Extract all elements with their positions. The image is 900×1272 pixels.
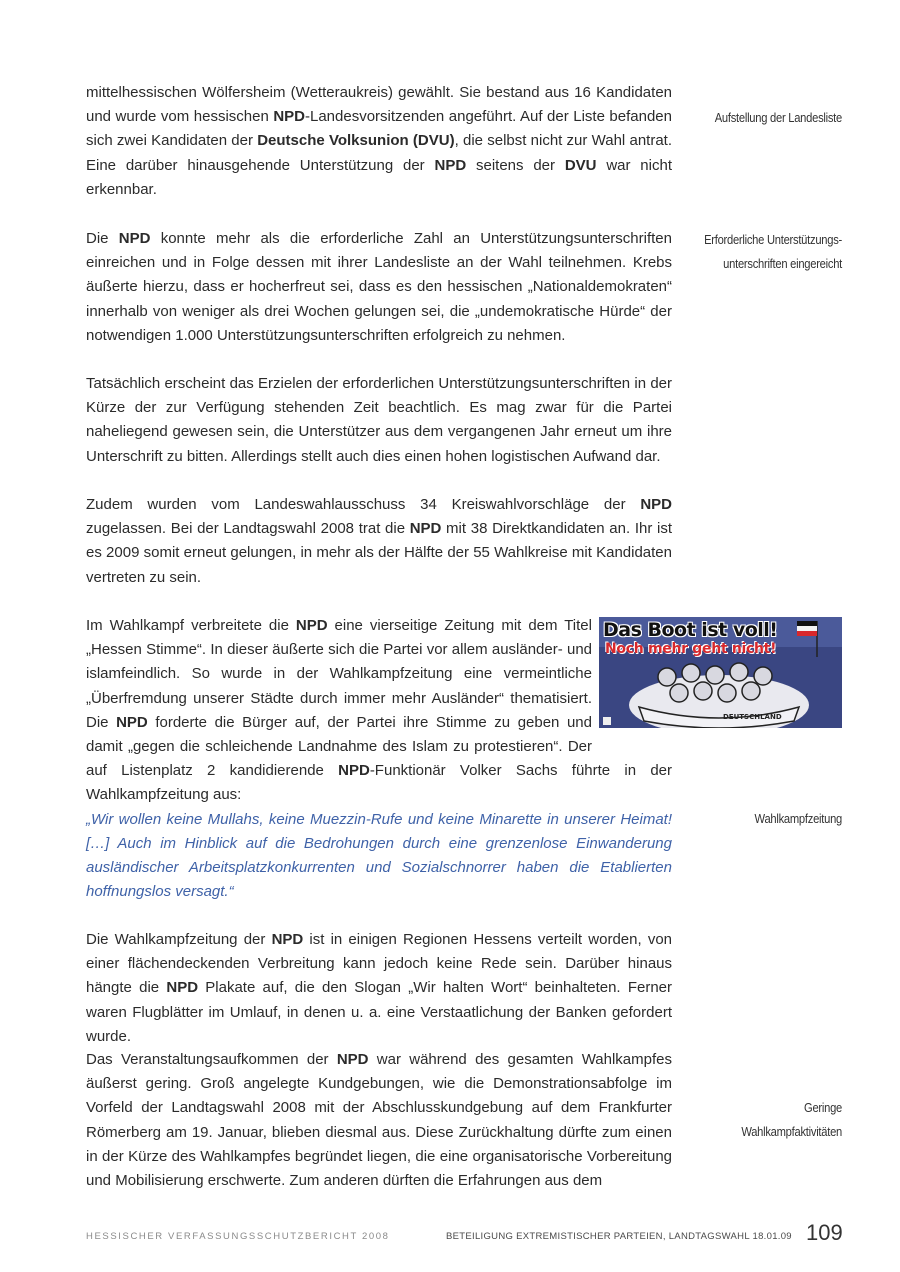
- quote: „Wir wollen keine Mullahs, keine Muezzin-Rufe und keine Minarette in unserer Heimat! […] Auch im Hinblick auf die Bedrohungen durch eine grenzenlose Einwanderung ausländischer Arbeitsplatzkonkurrenten und Sozialschnorrer haben die Etablierten hoffnungslos versagt.“: [86, 810, 672, 901]
- margin-note-wahlkampfzeitung: Wahlkampfzeitung: [754, 811, 842, 826]
- margin-note-wahlkampfaktivitaeten: Geringe Wahlkampfaktivitäten: [741, 1100, 842, 1139]
- paragraph-2: Die NPD konnte mehr als die erforderliche Zahl an Unterstützungsunterschriften einreichen und in Folge dessen mit ihrer Landesliste an der Wahl teilnehmen. Krebs äußerte hierzu, dass er hocherfreut sei, dass es den hessischen „Nationaldemokraten“ innerhalb von weniger als drei Wochen gelungen sei, die „undemokratische Hürde“ der notwendigen 1.000 Unterstützungsunterschriften erfolgreich zu nehmen.: [86, 230, 672, 344]
- page-number: 109: [806, 1220, 843, 1245]
- footer-chapter-title: BETEILIGUNG EXTREMISTISCHER PARTEIEN, LANDTAGSWAHL 18.01.09: [446, 1231, 792, 1242]
- paragraph-1: mittelhessischen Wölfersheim (Wetteraukreis) gewählt. Sie bestand aus 16 Kandidaten und wurde vom hessischen NPD-Landesvorsitzenden angeführt. Auf der Liste befanden sich zwei Kandidaten der Deutsche Volksunion (DVU), die selbst nicht zur Wahl antrat. Eine darüber hinausgehende Unterstützung der NPD seitens der DVU war nicht erkennbar.: [86, 84, 672, 198]
- margin-note-unterschriften: Erforderliche Unterstützungs- unterschriften eingereicht: [704, 232, 842, 271]
- paragraph-7: Das Veranstaltungsaufkommen der NPD war während des gesamten Wahlkampfes äußerst gering. Groß angelegte Kundgebungen, wie die Demonstrationsabfolge im Vorfeld der Landtagswahl 2008 mit der Abschlusskundgebung auf dem Frankfurter Römerberg am 19. Januar, blieben diesmal aus. Diese Zurückhaltung dürfte zum einen in der Kürze des Wahlkampfes begründet liegen, die eine organisatorische Vorbereitung und Mobilisierung erschwerte. Zum anderen dürften die Erfahrungen aus dem: [86, 1051, 672, 1190]
- campaign-poster-image: [599, 617, 842, 728]
- poster-boat-label: DEUTSCHLAND: [723, 713, 782, 721]
- paragraph-3: Tatsächlich erscheint das Erzielen der erforderlichen Unterstützungsunterschriften in der Kürze der zur Verfügung stehenden Zeit beachtlich. Es mag zwar für die Partei naheliegend gewesen sein, die Unterstützer aus dem vergangenen Jahr erneut um ihre Unterschrift zu bitten. Allerdings stellt auch dies einen hohen logistischen Aufwand dar.: [86, 375, 672, 465]
- poster-subheadline: Noch mehr geht nicht!: [605, 641, 777, 657]
- paragraph-5: Im Wahlkampf verbreitete die NPD eine vierseitige Zeitung mit dem Titel „Hessen Stimme“. In dieser äußerte sich die Partei vor allem ausländer- und islamfeindlich. So wurde in der Wahlkampfzeitung eine vermeintliche „Überfremdung unserer Städte durch immer mehr Ausländer“ thematisiert. Die NPD forderte die Bürger auf, der Partei ihre Stimme zu geben und damit „gegen die schleichende Landnahme des Islam zu protestieren“. Der auf Listenplatz 2 kandidierende NPD-Funktionär Volker Sachs führte in der Wahlkampfzeitung aus: „Wir wollen keine Mullahs, keine Muezzin-Rufe und keine Minarette in unserer Heimat! […] Auch im Hinblick auf die Bedrohungen durch eine grenzenlose Einwanderung ausländischer Arbeitsplatzkonkurrenten und Sozialschnorrer haben die Etablierten hoffnungslos versagt.“: [86, 614, 672, 904]
- paragraph-4: Zudem wurden vom Landeswahlausschuss 34 Kreiswahlvorschläge der NPD zugelassen. Bei der Landtagswahl 2008 trat die NPD mit 38 Direktkandidaten an. Ihr ist es 2009 somit erneut gelungen, in mehr als der Hälfte der 55 Wahlkreise mit Kandidaten vertreten zu sein.: [86, 496, 672, 586]
- paragraph-6: Die Wahlkampfzeitung der NPD ist in einigen Regionen Hessens verteilt worden, von einer flächendeckenden Verbreitung kann jedoch keine Rede sein. Darüber hinaus hängte die NPD Plakate auf, die den Slogan „Wir halten Wort“ beinhalteten. Ferner waren Flugblätter im Umlauf, in denen u. a. eine Verstaatlichung der Banken gefordert wurde.: [86, 931, 673, 1045]
- poster-headline: Das Boot ist voll!: [603, 619, 778, 641]
- margin-note-landesliste: Aufstellung der Landesliste: [714, 110, 842, 125]
- footer-publication-title: HESSISCHER VERFASSUNGSSCHUTZBERICHT 2008: [86, 1231, 390, 1242]
